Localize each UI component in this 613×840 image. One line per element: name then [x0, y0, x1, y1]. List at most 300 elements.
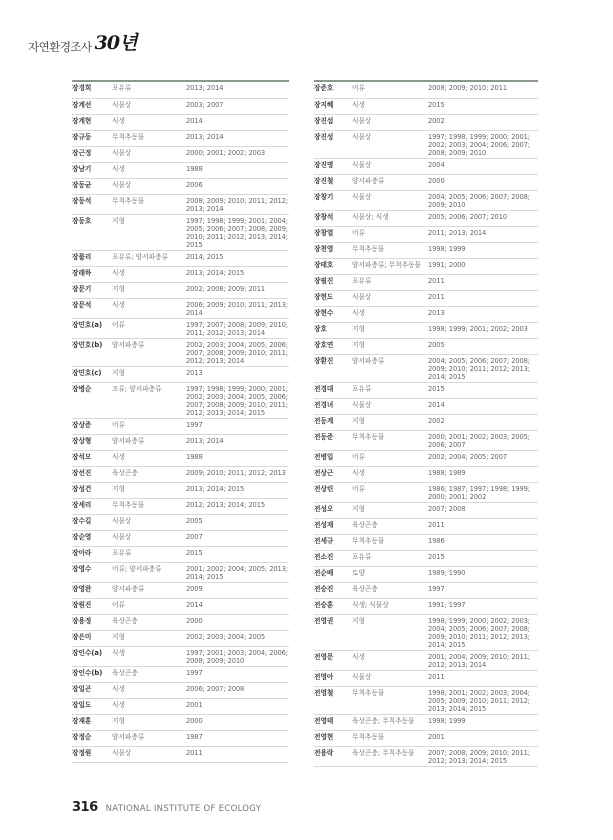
survey-field: 식생 [352, 98, 428, 114]
survey-field: 식물상 [352, 130, 428, 158]
table-row [314, 450, 538, 466]
researcher-name: 장호연 [314, 338, 352, 354]
survey-years: 2007; 2008; 2009; 2010; 2011; 2012; 2013; 2014; 2015 [428, 746, 538, 766]
table-row [72, 730, 289, 746]
survey-field: 지형 [112, 714, 186, 730]
researcher-name: 장창열 [314, 226, 352, 242]
table-row [314, 730, 538, 746]
researcher-name: 장진섭 [314, 114, 352, 130]
survey-field: 식물상 [352, 670, 428, 686]
survey-years: 2002; 2003; 2004; 2005; 2006; 2007; 2008; 2009; 2010; 2011; 2012; 2013; 2014 [186, 338, 289, 366]
survey-field: 식생 [112, 698, 186, 714]
left-column [72, 80, 289, 763]
table-row [72, 282, 289, 298]
survey-field: 무척추동물 [112, 130, 186, 146]
researcher-name: 장문기 [72, 282, 112, 298]
table-row [72, 146, 289, 162]
survey-field: 육상곤충 [112, 614, 186, 630]
survey-years: 1987 [186, 730, 289, 746]
researcher-name: 장인수(b) [72, 666, 112, 682]
survey-field: 지형 [352, 338, 428, 354]
table-row [314, 614, 538, 650]
survey-field: 식물상 [112, 178, 186, 194]
survey-field: 육상곤충; 무척추동물 [352, 714, 428, 730]
right-table [314, 82, 538, 767]
researcher-name: 장규동 [72, 130, 112, 146]
table-row [72, 194, 289, 214]
survey-years: 2000 [186, 714, 289, 730]
survey-years: 2007 [186, 530, 289, 546]
survey-years: 2002 [428, 114, 538, 130]
researcher-name: 장경희 [72, 82, 112, 98]
table-row [314, 382, 538, 398]
survey-field: 양서파충류 [112, 582, 186, 598]
survey-field: 식물상 [112, 746, 186, 762]
researcher-name: 전순배 [314, 566, 352, 582]
table-row [72, 250, 289, 266]
survey-years: 1989; 1990 [428, 566, 538, 582]
survey-years: 2005 [186, 514, 289, 530]
survey-years: 1997; 2001; 2003; 2004; 2006; 2008; 2009; 2010 [186, 646, 289, 666]
survey-years: 2013; 2014 [186, 130, 289, 146]
table-row [72, 530, 289, 546]
table-row [314, 274, 538, 290]
table-row [314, 686, 538, 714]
survey-field: 지형 [352, 322, 428, 338]
researcher-name: 장재훈 [72, 714, 112, 730]
survey-field: 육상곤충 [352, 518, 428, 534]
survey-field: 식생 [352, 650, 428, 670]
researcher-name: 장현수 [314, 306, 352, 322]
survey-field: 식물상 [352, 290, 428, 306]
researcher-name: 전영문 [314, 650, 352, 670]
table-row [72, 434, 289, 450]
survey-years: 2014 [186, 114, 289, 130]
survey-years: 2011 [428, 274, 538, 290]
table-row [314, 290, 538, 306]
table-row [314, 242, 538, 258]
researcher-name: 전영태 [314, 714, 352, 730]
survey-field: 식물상 [352, 158, 428, 174]
survey-field: 무척추동물 [352, 730, 428, 746]
survey-field: 식물상 [352, 398, 428, 414]
researcher-name: 장선진 [72, 466, 112, 482]
survey-field: 지형 [112, 482, 186, 498]
table-row [314, 650, 538, 670]
page-footer [72, 800, 261, 815]
survey-field: 양서파충류 [352, 354, 428, 382]
table-row [72, 598, 289, 614]
researcher-name: 장동균 [72, 178, 112, 194]
survey-years: 2004 [428, 158, 538, 174]
survey-field: 육상곤충 [112, 666, 186, 682]
survey-years: 2013; 2014 [186, 434, 289, 450]
survey-field: 포유류 [352, 274, 428, 290]
table-row [72, 266, 289, 282]
researcher-name: 장태호 [314, 258, 352, 274]
table-row [314, 550, 538, 566]
table-row [72, 450, 289, 466]
survey-field: 식생 [112, 114, 186, 130]
researcher-name: 장상형 [72, 434, 112, 450]
survey-field: 양서파충류 [112, 338, 186, 366]
survey-years: 2013; 2014 [186, 82, 289, 98]
table-row [314, 534, 538, 550]
researcher-name: 전경녀 [314, 398, 352, 414]
researcher-name: 장현도 [314, 290, 352, 306]
survey-years: 2001 [186, 698, 289, 714]
researcher-name: 전동준 [314, 430, 352, 450]
table-row [314, 582, 538, 598]
researcher-name: 장영완 [72, 582, 112, 598]
survey-field: 무척추동물 [352, 242, 428, 258]
survey-years: 1997; 1998; 1999; 2001; 2004; 2005; 2006; 2007; 2008; 2009; 2010; 2011; 2012; 2013; 2014; 2015 [186, 214, 289, 250]
survey-years: 2011 [428, 670, 538, 686]
table-row [72, 338, 289, 366]
survey-field: 어류 [352, 82, 428, 98]
researcher-name: 장동호 [72, 214, 112, 250]
researcher-name: 장상준 [72, 418, 112, 434]
survey-field: 무척추동물 [352, 430, 428, 450]
survey-field: 식생 [112, 450, 186, 466]
table-row [72, 382, 289, 418]
table-row [72, 498, 289, 514]
survey-years: 2005 [428, 338, 538, 354]
table-row [72, 714, 289, 730]
table-row [314, 210, 538, 226]
researcher-name: 전성재 [314, 518, 352, 534]
researcher-name: 장원진 [72, 598, 112, 614]
table-row [314, 714, 538, 730]
survey-years: 2000; 2001; 2002; 2003; 2005; 2006; 2007 [428, 430, 538, 450]
table-row [314, 322, 538, 338]
researcher-name: 전승훈 [314, 598, 352, 614]
researcher-name: 장호 [314, 322, 352, 338]
survey-field: 식생 [112, 266, 186, 282]
table-row [72, 82, 289, 98]
table-row [72, 614, 289, 630]
survey-years: 2015 [186, 546, 289, 562]
researcher-name: 장정원 [72, 746, 112, 762]
researcher-name: 전경대 [314, 382, 352, 398]
survey-years: 1998; 1999 [428, 714, 538, 730]
table-row [72, 162, 289, 178]
table-row [314, 258, 538, 274]
survey-field: 양서파충류; 무척추동물 [352, 258, 428, 274]
table-row [72, 562, 289, 582]
table-row [72, 646, 289, 666]
survey-years: 2002; 2004; 2005; 2007 [428, 450, 538, 466]
survey-years: 1991; 2000 [428, 258, 538, 274]
table-row [314, 174, 538, 190]
survey-field: 식생 [352, 466, 428, 482]
table-row [72, 130, 289, 146]
researcher-name: 전성오 [314, 502, 352, 518]
table-row [72, 98, 289, 114]
table-row [72, 666, 289, 682]
survey-years: 2013; 2014; 2015 [186, 482, 289, 498]
researcher-name: 장용정 [72, 614, 112, 630]
survey-years: 2012; 2013; 2014; 2015 [186, 498, 289, 514]
survey-field: 토양 [352, 566, 428, 582]
survey-years: 2000; 2001; 2002; 2003 [186, 146, 289, 162]
survey-field: 포유류; 양서파충류 [112, 250, 186, 266]
header-logo: 30년 [94, 32, 137, 54]
survey-years: 2002 [428, 414, 538, 430]
researcher-name: 장창기 [314, 190, 352, 210]
right-column [314, 80, 538, 767]
survey-years: 2015 [428, 550, 538, 566]
survey-years: 2009 [186, 582, 289, 598]
survey-years: 2005; 2006; 2007; 2010 [428, 210, 538, 226]
survey-years: 2008; 2009; 2010; 2011 [428, 82, 538, 98]
table-row [314, 398, 538, 414]
survey-years: 2011 [428, 290, 538, 306]
survey-years: 2014 [428, 398, 538, 414]
table-row [72, 298, 289, 318]
survey-years: 1997 [186, 418, 289, 434]
table-row [314, 114, 538, 130]
survey-field: 식물상 [112, 146, 186, 162]
survey-years: 2000 [428, 174, 538, 190]
researcher-name: 장남기 [72, 162, 112, 178]
researcher-name: 장진성 [314, 130, 352, 158]
survey-field: 지형 [112, 282, 186, 298]
researcher-name: 장정순 [72, 730, 112, 746]
table-row [314, 226, 538, 242]
survey-field: 식생 [112, 298, 186, 318]
survey-years: 2008; 2009; 2010; 2011; 2012; 2013; 2014 [186, 194, 289, 214]
survey-years: 2006; 2009; 2010; 2011; 2013; 2014 [186, 298, 289, 318]
survey-years: 1997; 2007; 2008; 2009; 2010; 2011; 2012; 2013; 2014 [186, 318, 289, 338]
table-row [72, 630, 289, 646]
survey-years: 1998; 2001; 2002; 2003; 2004; 2005; 2009; 2010; 2011; 2012; 2013; 2014; 2015 [428, 686, 538, 714]
survey-years: 2009; 2010; 2011; 2012; 2013 [186, 466, 289, 482]
table-row [72, 366, 289, 382]
table-row [72, 482, 289, 498]
survey-field: 식생 [352, 306, 428, 322]
survey-years: 1986; 1987; 1997; 1998; 1999; 2000; 2001; 2002 [428, 482, 538, 502]
survey-years: 1998; 1999; 2000; 2002; 2003; 2004; 2005; 2006; 2007; 2008; 2009; 2010; 2011; 2012; 2013; 2014; 2015 [428, 614, 538, 650]
survey-years: 1991; 1997 [428, 598, 538, 614]
survey-field: 지형 [112, 366, 186, 382]
table-row [314, 414, 538, 430]
survey-field: 어류 [112, 418, 186, 434]
survey-field: 식물상 [112, 530, 186, 546]
survey-years: 1986 [428, 534, 538, 550]
survey-years: 2000 [186, 614, 289, 630]
researcher-name: 장병순 [72, 382, 112, 418]
researcher-name: 전상근 [314, 466, 352, 482]
table-row [314, 130, 538, 158]
survey-field: 무척추동물 [352, 534, 428, 550]
researcher-name: 장동석 [72, 194, 112, 214]
table-row [314, 670, 538, 686]
header-title: 자연환경조사 [28, 40, 92, 54]
survey-years: 2006 [186, 178, 289, 194]
survey-field: 어류 [352, 482, 428, 502]
researcher-name: 장래하 [72, 266, 112, 282]
survey-field: 육상곤충 [352, 582, 428, 598]
table-row [72, 418, 289, 434]
survey-years: 2013 [428, 306, 538, 322]
survey-years: 1997; 1998; 1999; 2000; 2001; 2002; 2003; 2004; 2006; 2007; 2008; 2009; 2010 [428, 130, 538, 158]
survey-field: 식물상 [352, 190, 428, 210]
survey-field: 지형 [112, 214, 186, 250]
table-row [314, 82, 538, 98]
survey-field: 양서파충류 [112, 730, 186, 746]
researcher-name: 장지혜 [314, 98, 352, 114]
survey-field: 어류 [352, 226, 428, 242]
left-table [72, 82, 289, 763]
survey-field: 조류; 양서파충류 [112, 382, 186, 418]
table-row [314, 190, 538, 210]
survey-years: 1997 [186, 666, 289, 682]
survey-years: 2001; 2002; 2004; 2005; 2013; 2014; 2015 [186, 562, 289, 582]
survey-field: 육상곤충; 무척추동물 [352, 746, 428, 766]
survey-field: 어류; 양서파충류 [112, 562, 186, 582]
survey-years: 2011 [428, 518, 538, 534]
researcher-name: 장준호 [314, 82, 352, 98]
survey-years: 2004; 2005; 2006; 2007; 2008; 2009; 2010 [428, 190, 538, 210]
survey-years: 1997 [428, 582, 538, 598]
survey-years: 1998; 1999; 2001; 2002; 2003 [428, 322, 538, 338]
researcher-name: 전용락 [314, 746, 352, 766]
researcher-name: 장성건 [72, 482, 112, 498]
survey-field: 식물상 [352, 114, 428, 130]
table-row [72, 114, 289, 130]
survey-years: 2004; 2005; 2006; 2007; 2008; 2009; 2010; 2011; 2012; 2013; 2014; 2015 [428, 354, 538, 382]
researcher-name: 장천영 [314, 242, 352, 258]
survey-years: 1988 [186, 450, 289, 466]
table-row [314, 518, 538, 534]
table-row [314, 338, 538, 354]
survey-field: 지형 [112, 630, 186, 646]
survey-years: 2011 [186, 746, 289, 762]
table-row [72, 214, 289, 250]
table-row [72, 546, 289, 562]
survey-field: 식생 [112, 682, 186, 698]
survey-field: 무척추동물 [112, 498, 186, 514]
table-row [314, 502, 538, 518]
researcher-name: 장룰리 [72, 250, 112, 266]
survey-field: 지형 [352, 614, 428, 650]
researcher-name: 장세리 [72, 498, 112, 514]
table-row [72, 178, 289, 194]
researcher-name: 장문석 [72, 298, 112, 318]
survey-field: 어류 [352, 450, 428, 466]
researcher-name: 장수길 [72, 514, 112, 530]
table-row [314, 306, 538, 322]
table-row [314, 430, 538, 450]
survey-years: 1988; 1989 [428, 466, 538, 482]
researcher-name: 장계선 [72, 98, 112, 114]
survey-years: 2007; 2008 [428, 502, 538, 518]
survey-field: 포유류 [352, 382, 428, 398]
survey-years: 2002; 2003; 2004; 2005 [186, 630, 289, 646]
survey-field: 식물상 [112, 98, 186, 114]
researcher-name: 장진철 [314, 174, 352, 190]
survey-field: 육상곤충 [112, 466, 186, 482]
table-row [72, 318, 289, 338]
researcher-name: 장계현 [72, 114, 112, 130]
survey-years: 1997; 1998; 1999; 2000; 2001; 2002; 2003; 2004; 2005; 2006; 2007; 2008; 2009; 2010; 2011; 2012; 2013; 2014; 2015 [186, 382, 289, 418]
table-row [314, 354, 538, 382]
survey-years: 2001 [428, 730, 538, 746]
researcher-name: 장근정 [72, 146, 112, 162]
survey-years: 1988 [186, 162, 289, 178]
researcher-name: 전병일 [314, 450, 352, 466]
table-row [314, 158, 538, 174]
researcher-name: 전영철 [314, 686, 352, 714]
survey-field: 포유류 [112, 546, 186, 562]
survey-years: 2002; 2008; 2009; 2011 [186, 282, 289, 298]
survey-field: 무척추동물 [352, 686, 428, 714]
survey-field: 양서파충류 [352, 174, 428, 190]
survey-field: 식물상; 식생 [352, 210, 428, 226]
researcher-name: 장창석 [314, 210, 352, 226]
researcher-name: 전승진 [314, 582, 352, 598]
researcher-name: 전영권 [314, 614, 352, 650]
survey-field: 포유류 [352, 550, 428, 566]
survey-years: 2013 [186, 366, 289, 382]
researcher-name: 장환진 [314, 354, 352, 382]
survey-field: 어류 [112, 318, 186, 338]
survey-years: 2014 [186, 598, 289, 614]
researcher-name: 장석모 [72, 450, 112, 466]
researcher-name: 장민호(c) [72, 366, 112, 382]
page-header [28, 24, 136, 54]
survey-years: 2014; 2015 [186, 250, 289, 266]
table-row [72, 698, 289, 714]
survey-field: 무척추동물 [112, 194, 186, 214]
page-number: 316 [72, 800, 98, 815]
survey-years: 2015 [428, 98, 538, 114]
table-row [314, 746, 538, 766]
table-row [72, 514, 289, 530]
survey-years: 2015 [428, 382, 538, 398]
survey-years: 2013; 2014; 2015 [186, 266, 289, 282]
researcher-name: 장은미 [72, 630, 112, 646]
survey-field: 포유류 [112, 82, 186, 98]
researcher-name: 장일곤 [72, 682, 112, 698]
table-row [314, 598, 538, 614]
survey-years: 1998; 1999 [428, 242, 538, 258]
table-row [314, 566, 538, 582]
table-row [314, 466, 538, 482]
survey-field: 양서파충류 [112, 434, 186, 450]
researcher-name: 장필진 [314, 274, 352, 290]
table-row [314, 98, 538, 114]
survey-field: 지형 [352, 502, 428, 518]
researcher-name: 전상린 [314, 482, 352, 502]
researcher-name: 장인수(a) [72, 646, 112, 666]
researcher-name: 장아라 [72, 546, 112, 562]
researcher-name: 장민호(b) [72, 338, 112, 366]
researcher-name: 장순영 [72, 530, 112, 546]
survey-years: 2003; 2007 [186, 98, 289, 114]
researcher-name: 전소진 [314, 550, 352, 566]
footer-institute: NATIONAL INSTITUTE OF ECOLOGY [105, 804, 262, 814]
table-row [72, 746, 289, 762]
survey-years: 2011; 2013; 2014 [428, 226, 538, 242]
researcher-name: 장영수 [72, 562, 112, 582]
survey-field: 식생 [112, 162, 186, 178]
survey-field: 식생; 식물상 [352, 598, 428, 614]
table-row [72, 466, 289, 482]
survey-field: 식물상 [112, 514, 186, 530]
table-row [72, 682, 289, 698]
